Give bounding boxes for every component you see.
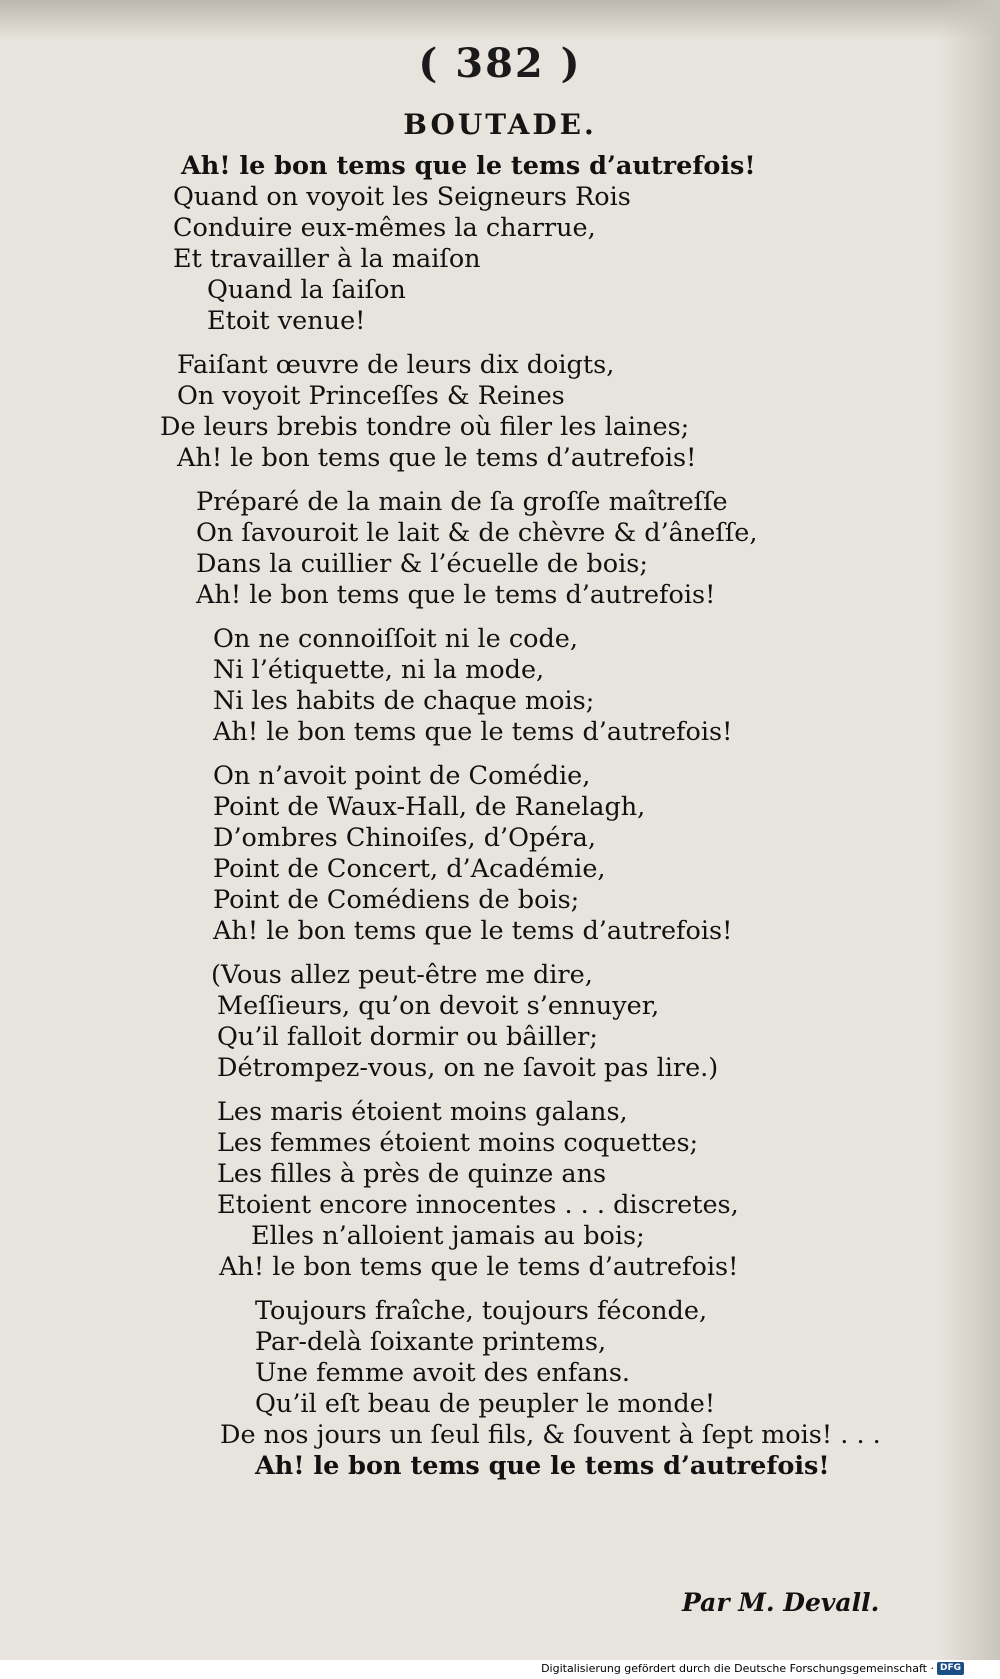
poem-line: Point de Comédiens de bois;	[213, 885, 580, 915]
poem-line: Préparé de la main de ſa groſſe maîtreſſe	[196, 487, 728, 517]
poem-line: Ah! le bon tems que le tems d’autrefois!	[181, 151, 756, 181]
poem-line: Ah! le bon tems que le tems d’autrefois!	[213, 717, 733, 747]
page-number: ( 382 )	[418, 40, 582, 87]
poem-line: Elles n’alloient jamais au bois;	[251, 1221, 645, 1251]
poem-line: D’ombres Chinoiſes, d’Opéra,	[213, 823, 596, 853]
poem-line: Ni les habits de chaque mois;	[213, 686, 595, 716]
poem-title: BOUTADE.	[403, 108, 597, 141]
poem-line: Point de Waux-Hall, de Ranelagh,	[213, 792, 646, 822]
poem-line: Ah! le bon tems que le tems d’autrefois!	[177, 443, 697, 473]
poem-line: On n’avoit point de Comédie,	[213, 761, 591, 791]
poem-line: Les femmes étoient moins coquettes;	[217, 1128, 699, 1158]
poem-line: Ah! le bon tems que le tems d’autrefois!	[196, 580, 716, 610]
poem-line: On ne connoiſſoit ni le code,	[213, 624, 578, 654]
poem-line: Meſſieurs, qu’on devoit s’ennuyer,	[217, 991, 660, 1021]
poem-line: On voyoit Princeſſes & Reines	[177, 381, 565, 411]
poem-line: Quand on voyoit les Seigneurs Rois	[173, 182, 631, 212]
poem-line: De leurs brebis tondre où filer les laines;	[160, 412, 690, 442]
poem-line: Dans la cuillier & l’écuelle de bois;	[196, 549, 648, 579]
credit-text: Digitalisierung gefördert durch die Deutsche Forschungsgemeinschaft ·	[541, 1662, 934, 1675]
author-signature: Par M. Devall.	[682, 1588, 880, 1617]
poem-line: De nos jours un ſeul fils, & ſouvent à ſept mois! . . .	[220, 1420, 881, 1450]
poem-line: Ah! le bon tems que le tems d’autrefois!	[213, 916, 733, 946]
poem-line: Etoient encore innocentes . . . discretes,	[217, 1190, 739, 1220]
poem-line: Ni l’étiquette, ni la mode,	[213, 655, 545, 685]
poem-line: Ah! le bon tems que le tems d’autrefois!	[255, 1451, 830, 1481]
poem-line: On ſavouroit le lait & de chèvre & d’âneſſe,	[196, 518, 758, 548]
poem-line: (Vous allez peut-être me dire,	[211, 960, 593, 990]
poem-line: Etoit venue!	[207, 306, 366, 336]
poem-line: Toujours fraîche, toujours féconde,	[255, 1296, 708, 1326]
poem-line: Quand la ſaiſon	[207, 275, 406, 305]
poem-line: Qu’il falloit dormir ou bâiller;	[217, 1022, 598, 1052]
poem-line: Qu’il eſt beau de peupler le monde!	[255, 1389, 716, 1419]
poem-line: Ah! le bon tems que le tems d’autrefois!	[219, 1252, 739, 1282]
poem-line: Détrompez-vous, on ne ſavoit pas lire.)	[217, 1053, 719, 1083]
poem-line: Par-delà ſoixante printems,	[255, 1327, 607, 1357]
poem-line: Point de Concert, d’Académie,	[213, 854, 606, 884]
poem-line: Conduire eux-mêmes la charrue,	[173, 213, 596, 243]
poem-line: Les filles à près de quinze ans	[217, 1159, 607, 1189]
poem-line: Faiſant œuvre de leurs dix doigts,	[177, 350, 615, 380]
poem-line: Les maris étoient moins galans,	[217, 1097, 628, 1127]
digitization-credit	[541, 1662, 964, 1675]
poem-line: Et travailler à la maiſon	[173, 244, 481, 274]
dfg-logo-icon: DFG	[937, 1662, 964, 1675]
poem-line: Une femme avoit des enfans.	[255, 1358, 631, 1388]
